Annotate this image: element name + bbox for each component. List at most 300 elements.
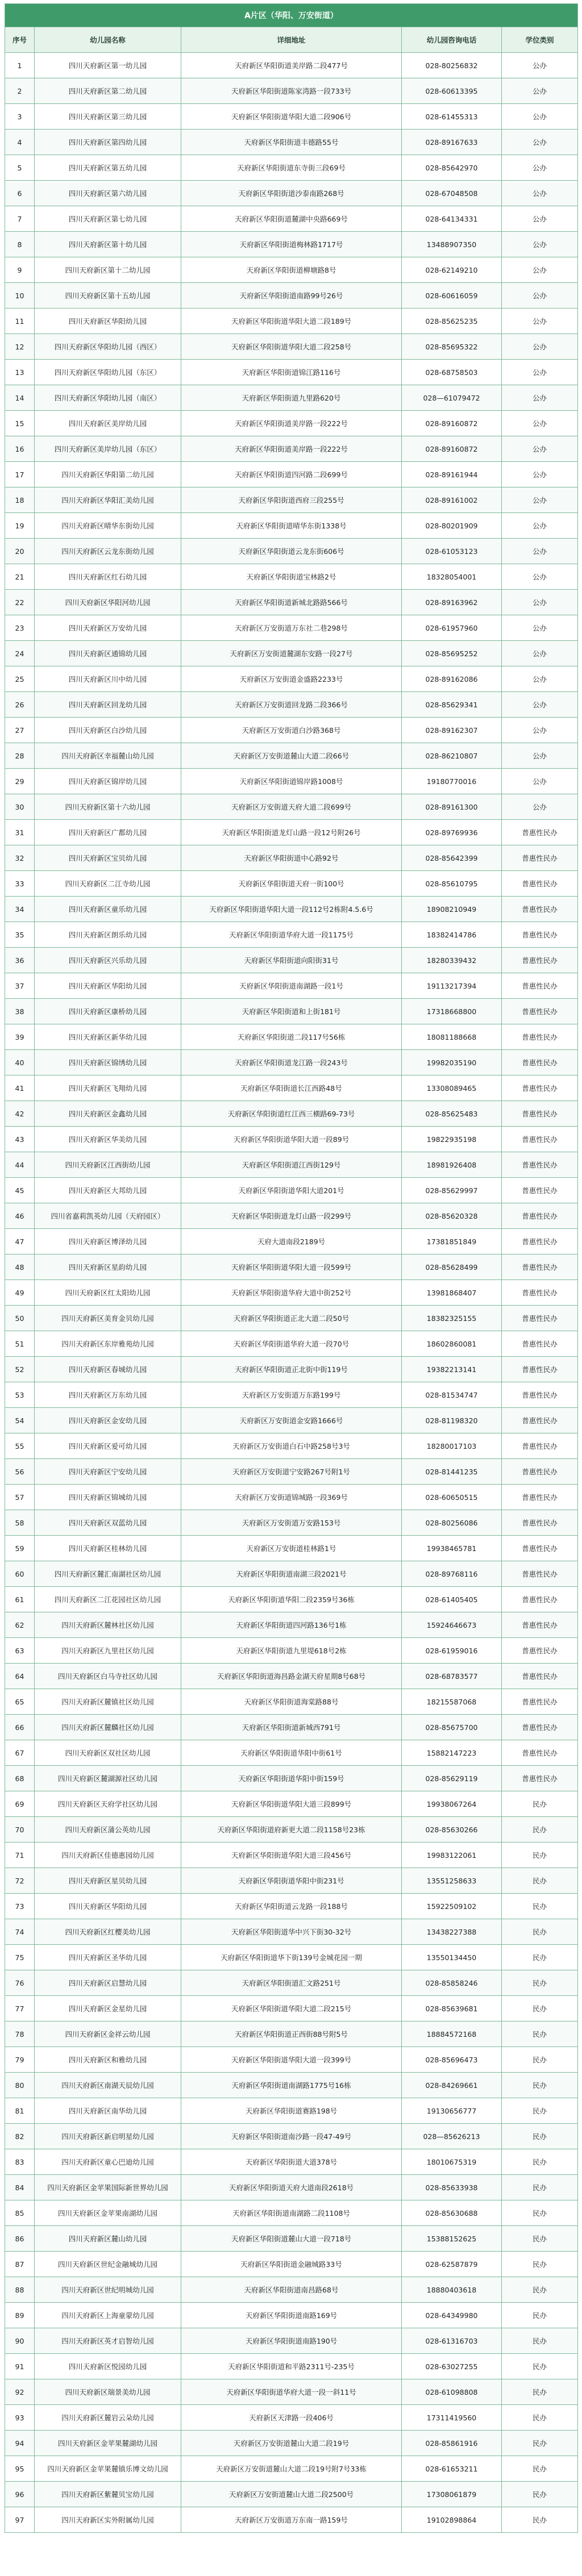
table-row xyxy=(5,411,578,436)
cell-phone: 028-60616059 xyxy=(402,283,502,309)
cell-name: 四川天府新区南湖天辰幼儿园 xyxy=(35,2073,181,2098)
cell-index: 28 xyxy=(5,743,35,769)
cell-index: 39 xyxy=(5,1024,35,1050)
cell-name: 四川天府新区华阳幼儿园 xyxy=(35,973,181,999)
cell-category: 普惠性民办 xyxy=(502,845,578,871)
cell-category: 公办 xyxy=(502,487,578,513)
table-row xyxy=(5,2482,578,2507)
cell-index: 2 xyxy=(5,78,35,104)
cell-category: 公办 xyxy=(502,78,578,104)
cell-index: 15 xyxy=(5,411,35,436)
cell-phone: 028-89768116 xyxy=(402,1561,502,1587)
cell-name: 四川天府新区白马寺社区幼儿园 xyxy=(35,1664,181,1689)
cell-category: 民办 xyxy=(502,2328,578,2354)
cell-address: 天府新区华阳街道红江西三横路69-73号 xyxy=(181,1101,402,1127)
cell-name: 四川天府新区金苹果麓镇乐博文幼儿园 xyxy=(35,2456,181,2482)
cell-index: 72 xyxy=(5,1868,35,1894)
cell-phone: 18981926408 xyxy=(402,1152,502,1178)
cell-index: 82 xyxy=(5,2124,35,2149)
cell-phone: 028-85695322 xyxy=(402,334,502,360)
cell-phone: 028-85639681 xyxy=(402,1996,502,2021)
cell-category: 普惠性民办 xyxy=(502,1357,578,1382)
table-row xyxy=(5,769,578,794)
cell-name: 四川天府新区麓麟社区幼儿园 xyxy=(35,1715,181,1740)
cell-address: 天府新区华阳街道锦岸路1008号 xyxy=(181,769,402,794)
table-row xyxy=(5,334,578,360)
cell-index: 69 xyxy=(5,1791,35,1817)
cell-index: 89 xyxy=(5,2303,35,2328)
cell-phone: 028-60613395 xyxy=(402,78,502,104)
cell-index: 65 xyxy=(5,1689,35,1715)
cell-name: 四川天府新区金苹果国际新世界幼儿园 xyxy=(35,2175,181,2200)
cell-category: 民办 xyxy=(502,2073,578,2098)
cell-name: 四川天府新区第七幼儿园 xyxy=(35,206,181,232)
cell-category: 民办 xyxy=(502,1919,578,1945)
cell-address: 天府新区华阳街道云龙东街606号 xyxy=(181,539,402,564)
cell-name: 四川天府新区蒲公英幼儿园 xyxy=(35,1817,181,1843)
cell-address: 天府新区万安街道金盛路2233号 xyxy=(181,666,402,692)
cell-phone: 13550134450 xyxy=(402,1945,502,1970)
cell-name: 四川天府新区紫麓贝宝幼儿园 xyxy=(35,2482,181,2507)
cell-name: 四川天府新区康桥幼儿园 xyxy=(35,999,181,1024)
cell-address: 天府新区华阳街道华府大道一段一斜11号 xyxy=(181,2379,402,2405)
cell-name: 四川省嘉莉凯英幼儿园（天府园区） xyxy=(35,1203,181,1229)
cell-index: 9 xyxy=(5,257,35,283)
cell-index: 21 xyxy=(5,564,35,590)
cell-index: 26 xyxy=(5,692,35,718)
table-row xyxy=(5,2456,578,2482)
cell-index: 13 xyxy=(5,360,35,385)
cell-category: 民办 xyxy=(502,2354,578,2379)
table-title: A片区（华阳、万安街道） xyxy=(5,4,578,27)
table-row xyxy=(5,130,578,155)
header-row xyxy=(5,27,578,53)
table-row xyxy=(5,948,578,973)
cell-category: 普惠性民办 xyxy=(502,1664,578,1689)
table-row xyxy=(5,1178,578,1203)
table-row xyxy=(5,820,578,845)
cell-phone: 028-85642399 xyxy=(402,845,502,871)
cell-address: 天府新区华阳街道云龙路一段188号 xyxy=(181,1894,402,1919)
cell-name: 四川天府新区美育金贝幼儿园 xyxy=(35,1306,181,1331)
cell-name: 四川天府新区华阳第二幼儿园 xyxy=(35,462,181,487)
cell-index: 25 xyxy=(5,666,35,692)
cell-index: 29 xyxy=(5,769,35,794)
cell-category: 公办 xyxy=(502,309,578,334)
cell-address: 天府新区华阳街道宝林路2号 xyxy=(181,564,402,590)
cell-category: 民办 xyxy=(502,2431,578,2456)
cell-phone: 15882147223 xyxy=(402,1740,502,1766)
table-row xyxy=(5,2047,578,2073)
cell-address: 天府新区华阳街道南路169号 xyxy=(181,2303,402,2328)
cell-category: 民办 xyxy=(502,1970,578,1996)
cell-index: 12 xyxy=(5,334,35,360)
cell-category: 普惠性民办 xyxy=(502,1689,578,1715)
cell-phone: 19102898864 xyxy=(402,2507,502,2533)
header-index: 序号 xyxy=(5,27,35,53)
cell-name: 四川天府新区天府学社区幼儿园 xyxy=(35,1791,181,1817)
cell-address: 天府新区华阳街道九里堤618号2栋 xyxy=(181,1638,402,1664)
table-row xyxy=(5,283,578,309)
cell-phone: 028-85625235 xyxy=(402,309,502,334)
cell-phone: 15922509102 xyxy=(402,1894,502,1919)
cell-phone: 18280017103 xyxy=(402,1433,502,1459)
table-row xyxy=(5,2252,578,2277)
table-row xyxy=(5,666,578,692)
cell-address: 天府新区华阳街道和上街181号 xyxy=(181,999,402,1024)
cell-index: 91 xyxy=(5,2354,35,2379)
cell-address: 天府新区万安街道麓山大道二段19号 xyxy=(181,2431,402,2456)
cell-address: 天府新区华阳街道华阳大道201号 xyxy=(181,1178,402,1203)
cell-address: 天府新区华阳街道四河路二段699号 xyxy=(181,462,402,487)
cell-phone: 028-68758503 xyxy=(402,360,502,385)
table-row xyxy=(5,692,578,718)
cell-category: 公办 xyxy=(502,130,578,155)
cell-index: 27 xyxy=(5,718,35,743)
cell-phone: 13551258633 xyxy=(402,1868,502,1894)
cell-name: 四川天府新区兴乐幼儿园 xyxy=(35,948,181,973)
cell-category: 公办 xyxy=(502,411,578,436)
cell-address: 天府新区万安街道天府大道二段699号 xyxy=(181,794,402,820)
cell-name: 四川天府新区红樱美幼儿园 xyxy=(35,1919,181,1945)
cell-phone: 13981868407 xyxy=(402,1280,502,1306)
table-row xyxy=(5,2354,578,2379)
cell-category: 民办 xyxy=(502,2303,578,2328)
cell-category: 民办 xyxy=(502,1791,578,1817)
cell-category: 公办 xyxy=(502,794,578,820)
header-phone: 幼儿园咨询电话 xyxy=(402,27,502,53)
table-row xyxy=(5,718,578,743)
cell-category: 普惠性民办 xyxy=(502,922,578,948)
cell-phone: 17308061879 xyxy=(402,2482,502,2507)
cell-address: 天府大道南段2189号 xyxy=(181,1229,402,1254)
cell-phone: 028-85630688 xyxy=(402,2200,502,2226)
cell-index: 10 xyxy=(5,283,35,309)
cell-category: 民办 xyxy=(502,2021,578,2047)
table-row xyxy=(5,922,578,948)
cell-name: 四川天府新区第十幼儿园 xyxy=(35,232,181,257)
table-row xyxy=(5,1536,578,1561)
cell-address: 天府新区万安街道锦城路一段369号 xyxy=(181,1485,402,1510)
cell-category: 普惠性民办 xyxy=(502,1331,578,1357)
cell-phone: 028-85630266 xyxy=(402,1817,502,1843)
cell-phone: 028-80256832 xyxy=(402,53,502,78)
table-row xyxy=(5,999,578,1024)
cell-address: 天府新区华阳街道麓湖中央路669号 xyxy=(181,206,402,232)
cell-phone: 028-64134331 xyxy=(402,206,502,232)
cell-category: 普惠性民办 xyxy=(502,1536,578,1561)
cell-index: 40 xyxy=(5,1050,35,1076)
cell-category: 普惠性民办 xyxy=(502,1178,578,1203)
cell-name: 四川天府新区新华幼儿园 xyxy=(35,1024,181,1050)
cell-name: 四川天府新区星韵幼儿园 xyxy=(35,1254,181,1280)
cell-index: 6 xyxy=(5,181,35,206)
cell-category: 普惠性民办 xyxy=(502,1433,578,1459)
cell-name: 四川天府新区万安幼儿园 xyxy=(35,615,181,641)
table-row xyxy=(5,871,578,897)
cell-phone: 028-85642970 xyxy=(402,155,502,181)
cell-address: 天府新区华阳街道龙灯山路一段12号附26号 xyxy=(181,820,402,845)
cell-name: 四川天府新区幸福麓山幼儿园 xyxy=(35,743,181,769)
cell-index: 23 xyxy=(5,615,35,641)
cell-name: 四川天府新区英才启智幼儿园 xyxy=(35,2328,181,2354)
cell-address: 天府新区华阳街道麓山大道一段718号 xyxy=(181,2226,402,2252)
cell-address: 天府新区华阳街道华阳大道二段215号 xyxy=(181,1996,402,2021)
cell-address: 天府新区华阳街道南路99号26号 xyxy=(181,283,402,309)
cell-name: 四川天府新区麓岩云朵幼儿园 xyxy=(35,2405,181,2431)
table-row xyxy=(5,1101,578,1127)
table-row xyxy=(5,2073,578,2098)
cell-category: 民办 xyxy=(502,2252,578,2277)
cell-phone: 028-89162307 xyxy=(402,718,502,743)
cell-address: 天府新区华阳街道江西街129号 xyxy=(181,1152,402,1178)
cell-category: 民办 xyxy=(502,1817,578,1843)
cell-phone: 18880403618 xyxy=(402,2277,502,2303)
cell-name: 四川天府新区新启明星幼儿园 xyxy=(35,2124,181,2149)
cell-address: 天府新区华阳街道华下街139号金城花园一期 xyxy=(181,1945,402,1970)
cell-address: 天府新区华阳街道海棠路88号 xyxy=(181,1689,402,1715)
table-row xyxy=(5,385,578,411)
cell-name: 四川天府新区南华幼儿园 xyxy=(35,2098,181,2124)
table-row xyxy=(5,641,578,666)
table-row xyxy=(5,232,578,257)
cell-name: 四川天府新区实外附属幼儿园 xyxy=(35,2507,181,2533)
cell-name: 四川天府新区第十二幼儿园 xyxy=(35,257,181,283)
cell-address: 天府新区华阳街道海昌路金湖天府星期8号68号 xyxy=(181,1664,402,1689)
cell-address: 天府新区华阳街道大道378号 xyxy=(181,2149,402,2175)
cell-category: 公办 xyxy=(502,334,578,360)
cell-index: 57 xyxy=(5,1485,35,1510)
cell-index: 61 xyxy=(5,1587,35,1612)
header-address: 详细地址 xyxy=(181,27,402,53)
cell-address: 天府新区华阳街道柳塘路8号 xyxy=(181,257,402,283)
cell-name: 四川天府新区双社区幼儿园 xyxy=(35,1740,181,1766)
cell-category: 公办 xyxy=(502,206,578,232)
cell-address: 天府新区华阳街道长江西路48号 xyxy=(181,1076,402,1101)
cell-phone: 18328054001 xyxy=(402,564,502,590)
table-row xyxy=(5,2124,578,2149)
cell-phone: 028-89161002 xyxy=(402,487,502,513)
cell-category: 民办 xyxy=(502,2456,578,2482)
cell-phone: 028-85629119 xyxy=(402,1766,502,1791)
cell-category: 公办 xyxy=(502,743,578,769)
cell-name: 四川天府新区美岸幼儿园（东区） xyxy=(35,436,181,462)
cell-address: 天府新区华阳街道华府大道一段1175号 xyxy=(181,922,402,948)
cell-category: 普惠性民办 xyxy=(502,1280,578,1306)
table-row xyxy=(5,1766,578,1791)
cell-phone: 028-89160872 xyxy=(402,411,502,436)
cell-phone: 028-89161944 xyxy=(402,462,502,487)
cell-name: 四川天府新区云龙东街幼儿园 xyxy=(35,539,181,564)
cell-name: 四川天府新区锦绣幼儿园 xyxy=(35,1050,181,1076)
table-row xyxy=(5,973,578,999)
cell-phone: 028-85610795 xyxy=(402,871,502,897)
kindergarten-list xyxy=(5,3,577,2533)
cell-category: 公办 xyxy=(502,666,578,692)
cell-index: 31 xyxy=(5,820,35,845)
cell-phone: 028-61316703 xyxy=(402,2328,502,2354)
cell-index: 35 xyxy=(5,922,35,948)
table-row xyxy=(5,1843,578,1868)
cell-name: 四川天府新区金祥云幼儿园 xyxy=(35,2021,181,2047)
cell-name: 四川天府新区圣华幼儿园 xyxy=(35,1945,181,1970)
cell-address: 天府新区华阳街道华阳中街159号 xyxy=(181,1766,402,1791)
cell-category: 民办 xyxy=(502,2149,578,2175)
cell-address: 天府新区万安街道桂林路1号 xyxy=(181,1536,402,1561)
cell-address: 天府新区华阳街道金融城路33号 xyxy=(181,2252,402,2277)
cell-phone: 028-81441235 xyxy=(402,1459,502,1485)
cell-index: 49 xyxy=(5,1280,35,1306)
cell-index: 60 xyxy=(5,1561,35,1587)
cell-name: 四川天府新区爱可幼儿园 xyxy=(35,1433,181,1459)
cell-phone: 028-85628499 xyxy=(402,1254,502,1280)
cell-phone: 028-61405405 xyxy=(402,1587,502,1612)
cell-index: 78 xyxy=(5,2021,35,2047)
cell-index: 58 xyxy=(5,1510,35,1536)
cell-category: 民办 xyxy=(502,1945,578,1970)
cell-index: 70 xyxy=(5,1817,35,1843)
cell-address: 天府新区华阳街道华阳大道一段599号 xyxy=(181,1254,402,1280)
cell-index: 37 xyxy=(5,973,35,999)
cell-category: 民办 xyxy=(502,2482,578,2507)
table-row xyxy=(5,564,578,590)
cell-name: 四川天府新区大邦幼儿园 xyxy=(35,1178,181,1203)
cell-category: 普惠性民办 xyxy=(502,1050,578,1076)
cell-category: 普惠性民办 xyxy=(502,1485,578,1510)
cell-index: 81 xyxy=(5,2098,35,2124)
cell-phone: 18382325155 xyxy=(402,1306,502,1331)
cell-index: 54 xyxy=(5,1408,35,1433)
cell-address: 天府新区华阳街道新城北路路566号 xyxy=(181,590,402,615)
table-row xyxy=(5,590,578,615)
cell-name: 四川天府新区华阳幼儿园（西区） xyxy=(35,334,181,360)
table-row xyxy=(5,436,578,462)
cell-index: 11 xyxy=(5,309,35,334)
cell-phone: 028-85858246 xyxy=(402,1970,502,1996)
cell-category: 民办 xyxy=(502,2277,578,2303)
cell-category: 民办 xyxy=(502,2175,578,2200)
cell-category: 公办 xyxy=(502,155,578,181)
cell-name: 四川天府新区瑞景美幼儿园 xyxy=(35,2379,181,2405)
cell-name: 四川天府新区美岸幼儿园 xyxy=(35,411,181,436)
cell-name: 四川天府新区晴华东街幼儿园 xyxy=(35,513,181,539)
cell-index: 55 xyxy=(5,1433,35,1459)
cell-address: 天府新区华阳街道华阳中街231号 xyxy=(181,1868,402,1894)
cell-category: 普惠性民办 xyxy=(502,1101,578,1127)
cell-category: 公办 xyxy=(502,564,578,590)
cell-phone: 028-61053123 xyxy=(402,539,502,564)
cell-address: 天府新区华阳街道丰德路55号 xyxy=(181,130,402,155)
cell-name: 四川天府新区和雅幼儿园 xyxy=(35,2047,181,2073)
cell-index: 32 xyxy=(5,845,35,871)
cell-category: 公办 xyxy=(502,385,578,411)
table-row xyxy=(5,1970,578,1996)
cell-index: 92 xyxy=(5,2379,35,2405)
table-row xyxy=(5,1510,578,1536)
cell-phone: 19982035190 xyxy=(402,1050,502,1076)
table-body xyxy=(5,53,578,2533)
cell-address: 天府新区华阳街道华阳大道一段112号2栋附4.5.6号 xyxy=(181,897,402,922)
cell-phone: 028-85625483 xyxy=(402,1101,502,1127)
table-row xyxy=(5,2021,578,2047)
table-row xyxy=(5,1357,578,1382)
cell-address: 天府新区华阳街道美岸路二段477号 xyxy=(181,53,402,78)
cell-address: 天府新区华阳街道华府大道一段70号 xyxy=(181,1331,402,1357)
table-row xyxy=(5,1331,578,1357)
cell-name: 四川天府新区广都幼儿园 xyxy=(35,820,181,845)
cell-phone: 028-89162086 xyxy=(402,666,502,692)
cell-address: 天府新区华阳街道南湖三段2021号 xyxy=(181,1561,402,1587)
cell-address: 天府新区华阳街道美岸路一段222号 xyxy=(181,411,402,436)
table-row xyxy=(5,1076,578,1101)
cell-name: 四川天府新区第二幼儿园 xyxy=(35,78,181,104)
table-row xyxy=(5,78,578,104)
cell-index: 36 xyxy=(5,948,35,973)
cell-name: 四川天府新区第六幼儿园 xyxy=(35,181,181,206)
cell-index: 51 xyxy=(5,1331,35,1357)
cell-index: 34 xyxy=(5,897,35,922)
cell-category: 普惠性民办 xyxy=(502,1740,578,1766)
cell-name: 四川天府新区第三幼儿园 xyxy=(35,104,181,130)
cell-index: 53 xyxy=(5,1382,35,1408)
cell-name: 四川天府新区启慧幼儿园 xyxy=(35,1970,181,1996)
cell-index: 86 xyxy=(5,2226,35,2252)
cell-name: 四川天府新区宝贝幼儿园 xyxy=(35,845,181,871)
cell-name: 四川天府新区华阳幼儿园 xyxy=(35,1894,181,1919)
table-row xyxy=(5,1638,578,1664)
cell-address: 天府新区万安街道白沙路368号 xyxy=(181,718,402,743)
table-row xyxy=(5,1740,578,1766)
cell-index: 97 xyxy=(5,2507,35,2533)
cell-category: 普惠性民办 xyxy=(502,1127,578,1152)
cell-category: 公办 xyxy=(502,360,578,385)
cell-phone: 028-85695252 xyxy=(402,641,502,666)
cell-address: 天府新区华阳街道赛路198号 xyxy=(181,2098,402,2124)
cell-phone: 19938465781 xyxy=(402,1536,502,1561)
cell-category: 普惠性民办 xyxy=(502,820,578,845)
cell-category: 普惠性民办 xyxy=(502,973,578,999)
cell-category: 普惠性民办 xyxy=(502,1715,578,1740)
cell-name: 四川天府新区金安幼儿园 xyxy=(35,1408,181,1433)
cell-phone: 028-61455313 xyxy=(402,104,502,130)
cell-category: 普惠性民办 xyxy=(502,1612,578,1638)
cell-phone: 17381851849 xyxy=(402,1229,502,1254)
cell-category: 公办 xyxy=(502,769,578,794)
cell-address: 天府新区华阳街道美岸路一段222号 xyxy=(181,436,402,462)
cell-category: 公办 xyxy=(502,436,578,462)
cell-index: 75 xyxy=(5,1945,35,1970)
table-row xyxy=(5,2303,578,2328)
cell-index: 47 xyxy=(5,1229,35,1254)
table-row xyxy=(5,2277,578,2303)
table-row xyxy=(5,1229,578,1254)
cell-phone: 18382414786 xyxy=(402,922,502,948)
table-row xyxy=(5,1485,578,1510)
cell-phone: 028-85675700 xyxy=(402,1715,502,1740)
cell-index: 41 xyxy=(5,1076,35,1101)
cell-index: 80 xyxy=(5,2073,35,2098)
cell-index: 93 xyxy=(5,2405,35,2431)
kindergarten-table xyxy=(5,3,578,2533)
cell-name: 四川天府新区通锦幼儿园 xyxy=(35,641,181,666)
cell-phone: 028-68783577 xyxy=(402,1664,502,1689)
cell-category: 民办 xyxy=(502,2379,578,2405)
table-row xyxy=(5,845,578,871)
cell-phone: 17318668800 xyxy=(402,999,502,1024)
cell-index: 30 xyxy=(5,794,35,820)
cell-category: 普惠性民办 xyxy=(502,1510,578,1536)
cell-index: 90 xyxy=(5,2328,35,2354)
